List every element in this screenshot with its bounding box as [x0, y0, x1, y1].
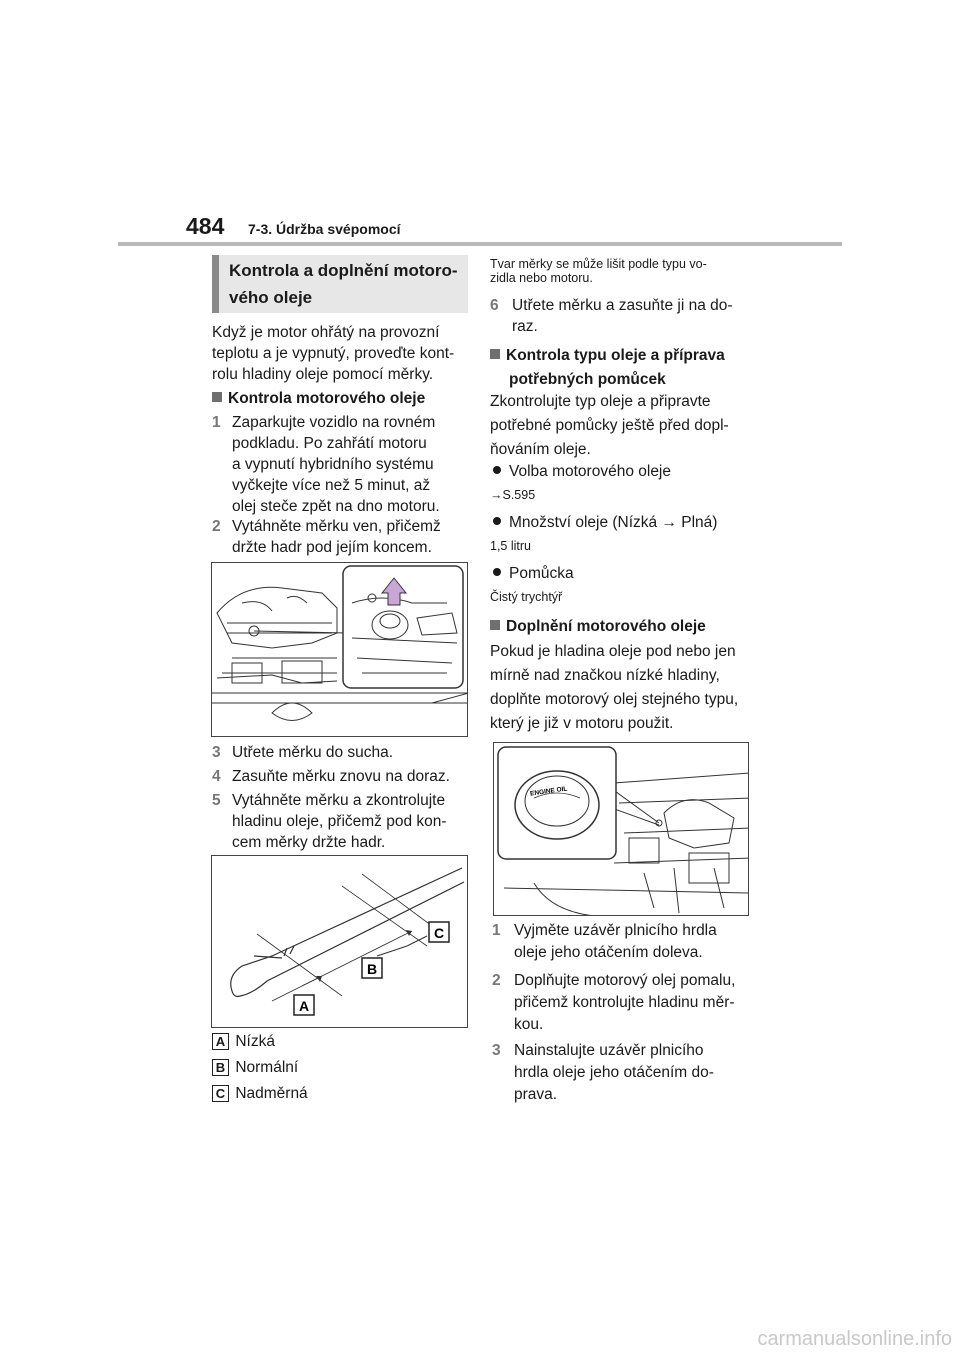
dipstick-label-c: C [433, 925, 445, 941]
step-line: prava. [514, 1086, 558, 1103]
fill-step-1 [492, 920, 762, 964]
step-line: přičemž kontrolujte hladinu měr- [514, 994, 735, 1011]
heading-line-1: Kontrola a doplnění motoro- [229, 261, 458, 280]
text-line: který je již v motoru použit. [490, 715, 674, 732]
bullet-oil-quantity [493, 512, 717, 533]
dipstick-levels-figure [211, 855, 468, 1028]
legend-key: C [212, 1085, 229, 1102]
step-line: raz. [512, 318, 538, 335]
bullet-label: Volba motorového oleje [509, 463, 672, 480]
bullet-label: Množství oleje (Nízká → Plná) [509, 514, 718, 531]
step-line: oleje jeho otáčením doleva. [514, 944, 703, 961]
text-line: ňováním oleje. [490, 441, 591, 458]
square-bullet-icon [490, 349, 500, 359]
step-line: Vytáhněte měrku ven, přičemž [232, 518, 441, 535]
step-line: vyčkejte více než 5 minut, až [232, 477, 431, 494]
bullet-dot-icon [493, 517, 501, 525]
oil-type-heading [490, 344, 760, 392]
legend-item-c [212, 1083, 308, 1104]
header-divider [118, 242, 842, 246]
text-line: mírně nad značkou nízké hladiny, [490, 667, 720, 684]
bullet-value-ref[interactable]: →S.595 [490, 488, 536, 502]
engine-bay-illustration [212, 563, 468, 737]
oil-type-heading-line: potřebných pomůcek [509, 371, 666, 388]
intro-line: teplotu a je vypnutý, proveďte kont- [212, 345, 455, 362]
intro-paragraph [212, 322, 472, 385]
note-line: Tvar měrky se může lišit podle typu vo- [490, 257, 707, 271]
square-bullet-icon [490, 620, 500, 630]
engine-oil-cap-label: ENGINE OIL [529, 785, 568, 798]
dipstick-label-b: B [366, 961, 378, 977]
fill-oil-heading-text: Doplnění motorového oleje [506, 618, 706, 635]
text-line: Zkontrolujte typ oleje a připravte [490, 393, 711, 410]
step-5 [212, 790, 474, 853]
step-line: Doplňujte motorový olej pomalu, [514, 972, 736, 989]
step-number: 2 [212, 518, 221, 535]
step-line: Nainstalujte uzávěr plnicího [514, 1042, 704, 1059]
step-2 [212, 516, 474, 558]
intro-line: rolu hladiny oleje pomocí měrky. [212, 366, 434, 383]
step-line: Vytáhněte měrku a zkontrolujte [232, 792, 446, 809]
bullet-value-tool: Čistý trychtýř [490, 590, 563, 604]
text-line: doplňte motorový olej stejného typu, [490, 691, 739, 708]
text-line: Pokud je hladina oleje pod nebo jen [490, 643, 736, 660]
dipstick-label-a: A [298, 998, 310, 1014]
fill-step-3 [492, 1040, 762, 1106]
step-line: hladinu oleje, přičemž pod kon- [232, 813, 447, 830]
step-number: 2 [492, 972, 501, 989]
step-number: 6 [490, 297, 499, 314]
step-line: Zasuňte měrku znovu na doraz. [232, 768, 450, 785]
bullet-label: Pomůcka [509, 565, 574, 582]
step-6 [490, 295, 760, 337]
legend-text: Normální [235, 1059, 299, 1076]
check-oil-heading [212, 388, 425, 409]
watermark: carmanualsonline.info [757, 1328, 952, 1350]
page-number: 484 [186, 213, 225, 239]
fill-oil-text [490, 640, 765, 736]
step-3 [212, 742, 474, 763]
fill-oil-heading [490, 616, 706, 637]
step-line: podkladu. Po zahřátí motoru [232, 435, 427, 452]
fill-step-2 [492, 970, 762, 1036]
bullet-dot-icon [493, 568, 501, 576]
heading-line-2: vého oleje [229, 288, 313, 307]
step-line: hrdla oleje jeho otáčením do- [514, 1064, 714, 1081]
step-line: Utřete měrku do sucha. [232, 744, 394, 761]
step-number: 3 [212, 744, 221, 761]
legend-item-b [212, 1057, 298, 1078]
step-line: držte hadr pod jejím koncem. [232, 539, 432, 556]
bullet-dot-icon [493, 466, 501, 474]
step-1 [212, 412, 474, 517]
bullet-tool [493, 563, 574, 584]
step-number: 1 [492, 922, 501, 939]
note-line: zidla nebo motoru. [490, 271, 593, 285]
step-line: Zaparkujte vozidlo na rovném [232, 414, 436, 431]
step-line: Utřete měrku a zasuňte ji na do- [512, 297, 733, 314]
step-number: 3 [492, 1042, 501, 1059]
square-bullet-icon [212, 392, 222, 402]
bullet-value-quantity: 1,5 litru [490, 539, 531, 553]
oil-type-heading-line: Kontrola typu oleje a příprava [506, 347, 725, 364]
step-number: 4 [212, 768, 221, 785]
check-oil-heading-text: Kontrola motorového oleje [228, 390, 426, 407]
section-heading [212, 255, 468, 313]
dipstick-illustration [212, 856, 468, 1028]
step-4 [212, 766, 474, 787]
bullet-oil-selection [493, 461, 671, 482]
legend-key: A [212, 1033, 229, 1050]
intro-line: Když je motor ohřátý na provozní [212, 324, 440, 341]
legend-item-a [212, 1031, 275, 1052]
step-line: a vypnutí hybridního systému [232, 456, 434, 473]
oil-cap-illustration [494, 743, 749, 916]
step-line: kou. [514, 1016, 544, 1033]
text-line: potřebné pomůcky ještě před dopl- [490, 417, 729, 434]
step-number: 5 [212, 792, 221, 809]
legend-text: Nadměrná [235, 1085, 308, 1102]
oil-filler-cap-figure [493, 742, 749, 916]
legend-text: Nízká [235, 1033, 275, 1050]
step-line: cem měrky držte hadr. [232, 834, 386, 851]
dipstick-location-figure [211, 562, 468, 737]
dipstick-note [490, 257, 760, 285]
legend-key: B [212, 1059, 229, 1076]
step-number: 1 [212, 414, 221, 431]
step-line: olej steče zpět na dno motoru. [232, 498, 440, 515]
section-title: 7-3. Údržba svépomocí [248, 221, 401, 237]
oil-type-text [490, 390, 760, 462]
step-line: Vyjměte uzávěr plnicího hrdla [514, 922, 717, 939]
